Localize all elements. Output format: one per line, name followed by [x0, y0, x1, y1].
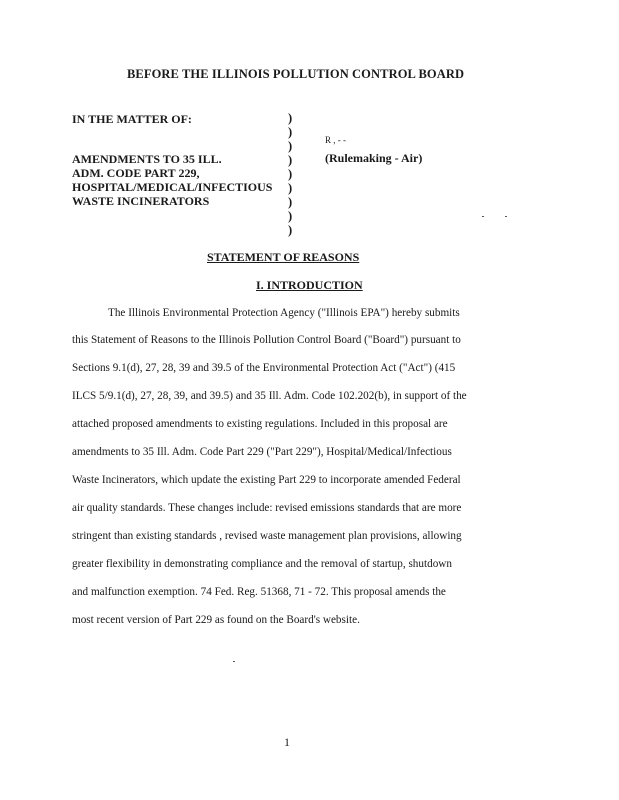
body-line: and malfunction exemption. 74 Fed. Reg. 51368, 71 - 72. This proposal amends the	[72, 586, 446, 598]
caption-paren: )	[288, 125, 293, 139]
statement-title: STATEMENT OF REASONS	[207, 250, 360, 264]
body-line: Waste Incinerators, which update the existing Part 229 to incorporate amended Federal	[72, 474, 461, 486]
body-line: air quality standards. These changes include: revised emissions standards that are more	[72, 502, 462, 514]
body-line: The Illinois Environmental Protection Agency ("Illinois EPA") hereby submits	[108, 307, 460, 319]
scan-speck	[505, 216, 507, 217]
docket-number: R , - -	[325, 135, 346, 145]
rulemaking-label: (Rulemaking - Air)	[325, 151, 423, 165]
caption-paren: )	[288, 223, 293, 237]
caption-paren: )	[288, 167, 293, 181]
caption-paren: )	[288, 195, 293, 209]
caption-line-1: AMENDMENTS TO 35 ILL.	[72, 152, 222, 166]
body-line: ILCS 5/9.1(d), 27, 28, 39, and 39.5) and 35 Ill. Adm. Code 102.202(b), in support of the	[72, 390, 467, 402]
caption-paren: )	[288, 111, 293, 125]
caption-paren: )	[288, 153, 293, 167]
body-line: attached proposed amendments to existing regulations. Included in this proposal are	[72, 418, 448, 430]
body-line: amendments to 35 Ill. Adm. Code Part 229 ("Part 229"), Hospital/Medical/Infectious	[72, 446, 452, 458]
board-title: BEFORE THE ILLINOIS POLLUTION CONTROL BOARD	[127, 67, 465, 81]
caption-line-3: HOSPITAL/MEDICAL/INFECTIOUS	[72, 180, 273, 194]
body-line: stringent than existing standards , revised waste management plan provisions, allowing	[72, 530, 462, 542]
body-line: most recent version of Part 229 as found on the Board's website.	[72, 614, 360, 626]
page-number: 1	[284, 735, 290, 749]
scan-speck	[233, 661, 235, 662]
caption-line-2: ADM. CODE PART 229,	[72, 166, 200, 180]
caption-paren: )	[288, 139, 293, 153]
body-line: this Statement of Reasons to the Illinois Pollution Control Board ("Board") pursuant to	[72, 334, 461, 346]
body-line: Sections 9.1(d), 27, 28, 39 and 39.5 of the Environmental Protection Act ("Act") (415	[72, 362, 456, 374]
body-line: greater flexibility in demonstrating compliance and the removal of startup, shutdown	[72, 558, 452, 570]
caption-line-4: WASTE INCINERATORS	[72, 194, 210, 208]
caption-paren: )	[288, 209, 293, 223]
matter-label: IN THE MATTER OF:	[72, 112, 192, 126]
caption-paren: )	[288, 181, 293, 195]
section-heading: I. INTRODUCTION	[256, 278, 363, 292]
scan-speck	[482, 216, 484, 217]
